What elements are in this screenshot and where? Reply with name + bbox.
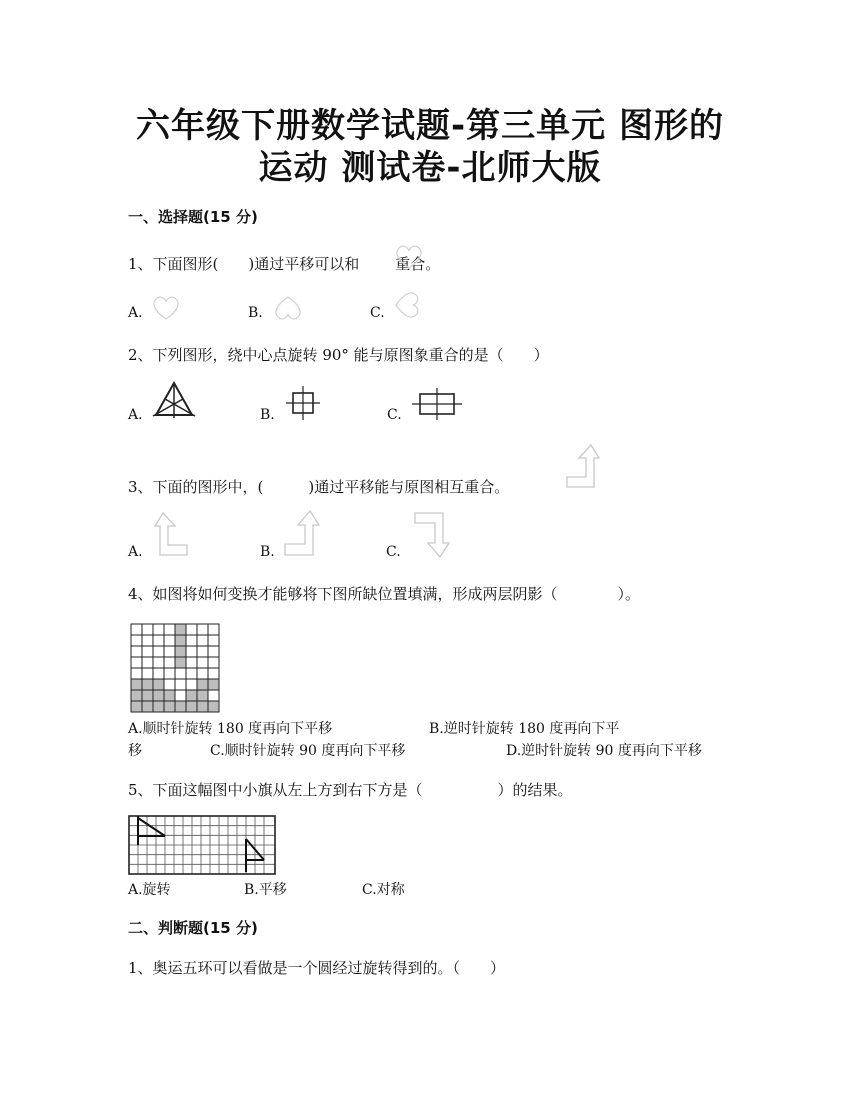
q2-option-a: A. — [128, 407, 143, 423]
q5-option-a: A.旋转 — [128, 882, 171, 898]
q4-option-a: A.顺时针旋转 180 度再向下平移 — [128, 721, 333, 737]
section-heading-judgement: 二、判断题(15 分) — [128, 919, 258, 937]
question-2-text: 2、下列图形，绕中心点旋转 90° 能与原图象重合的是（ ） — [128, 346, 549, 364]
q3-option-a: A. — [128, 544, 143, 560]
q4-option-b: B.逆时针旋转 180 度再向下平 — [429, 721, 620, 737]
heart-icon — [394, 289, 420, 321]
heart-icon — [394, 244, 424, 270]
heart-icon — [150, 295, 182, 321]
q4-option-b-wrap: 移 — [128, 743, 142, 759]
flag-grid-icon — [129, 816, 275, 874]
section-heading-choice: 一、选择题(15 分) — [128, 208, 258, 226]
q2-option-c: C. — [387, 407, 402, 423]
page-title-line2: 运动 测试卷-北师大版 — [258, 148, 602, 188]
q4-option-d: D.逆时针旋转 90 度再向下平移 — [506, 743, 702, 759]
q2-option-b: B. — [260, 407, 275, 423]
bent-arrow-icon — [414, 512, 450, 558]
q3-option-c: C. — [386, 544, 401, 560]
bent-arrow-icon — [154, 512, 188, 556]
heart-icon — [272, 295, 304, 321]
question-5-text: 5、下面这幅图中小旗从左上方到右下方是（ ）的结果。 — [128, 781, 573, 799]
question-1-text-after: 重合。 — [395, 255, 441, 273]
judgement-question-1-text: 1、奥运五环可以看做是一个圆经过旋转得到的。（ ） — [128, 959, 506, 977]
q1-option-b: B. — [248, 305, 263, 321]
question-1-text-before: 1、下面图形( )通过平移可以和 — [128, 255, 360, 273]
page-title-line1: 六年级下册数学试题-第三单元 图形的 — [136, 106, 724, 146]
question-3-text: 3、下面的图形中，( )通过平移能与原图相互重合。 — [128, 478, 510, 496]
q4-option-c: C.顺时针旋转 90 度再向下平移 — [210, 743, 406, 759]
q3-option-b: B. — [260, 544, 275, 560]
q1-option-c: C. — [370, 305, 385, 321]
shaded-grid-icon — [131, 624, 219, 712]
q1-option-a: A. — [128, 305, 143, 321]
q5-option-c: C.对称 — [362, 882, 405, 898]
bent-arrow-icon — [284, 510, 320, 556]
question-4-text: 4、如图将如何变换才能够将下图所缺位置填满，形成两层阴影（ ）。 — [128, 585, 641, 603]
q5-option-b: B.平移 — [244, 882, 287, 898]
triangle-star-icon — [152, 380, 196, 420]
rectangle-cross-icon — [412, 388, 462, 420]
square-cross-icon — [286, 386, 320, 420]
bent-arrow-icon — [566, 444, 600, 488]
